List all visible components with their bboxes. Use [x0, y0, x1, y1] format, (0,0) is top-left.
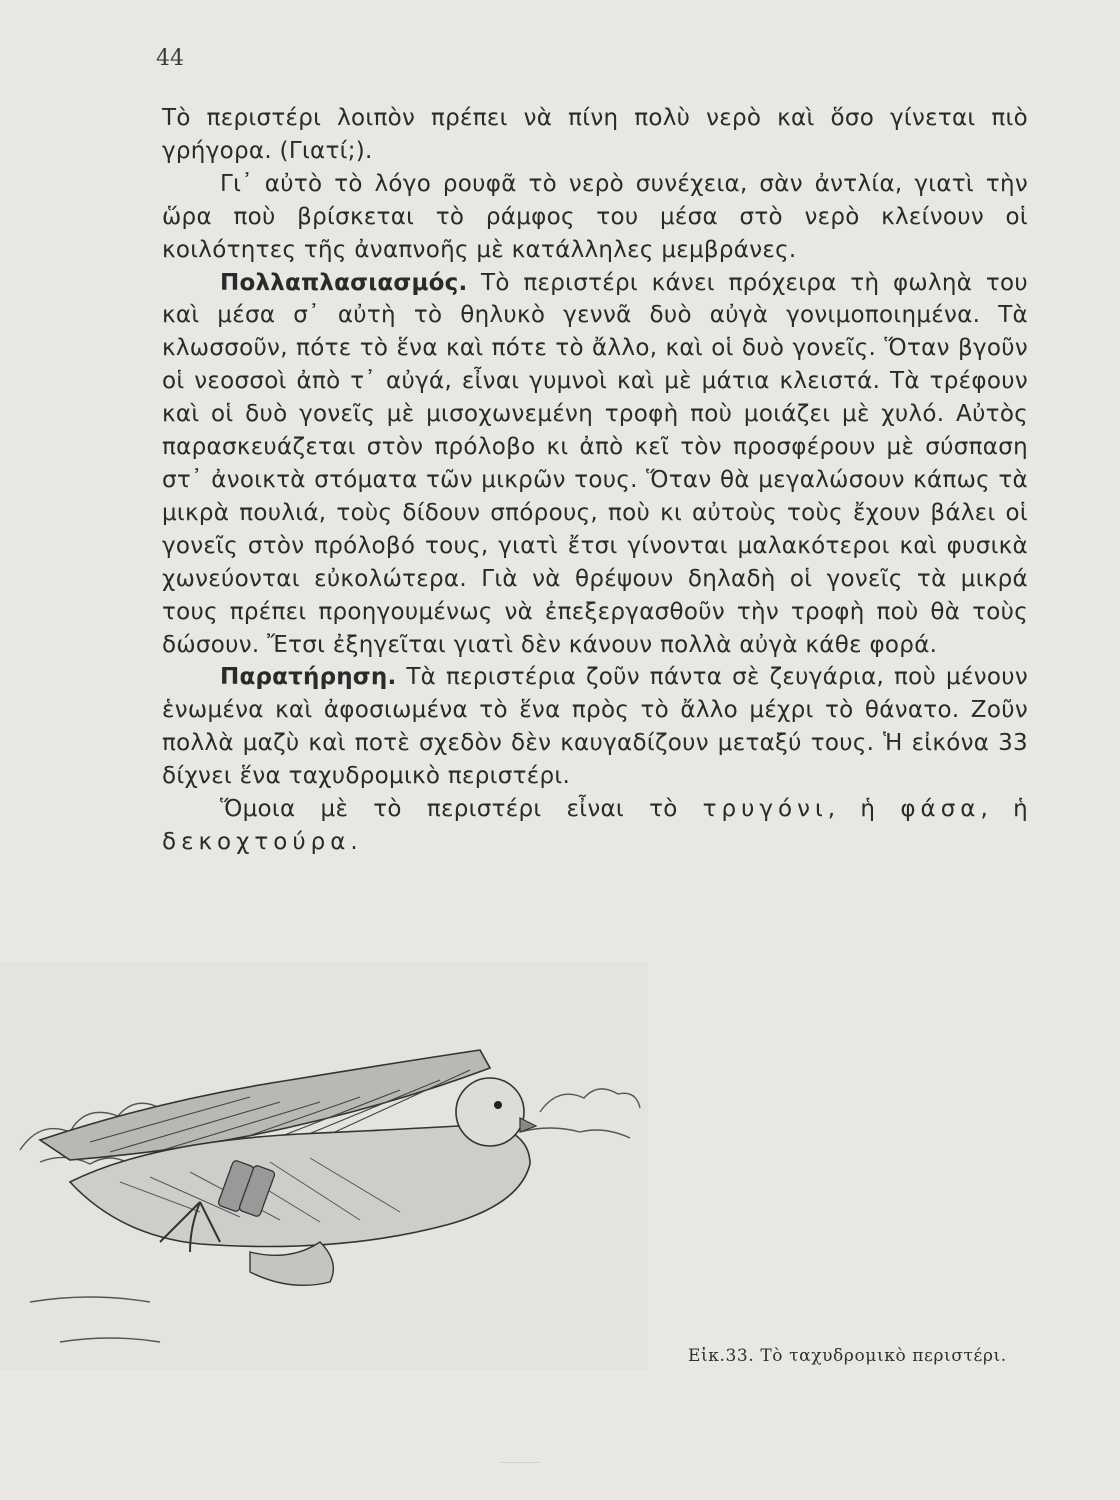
similar-text-mid2: , ἡ [980, 796, 1028, 823]
paragraph-reproduction [162, 267, 1028, 662]
pigeon-illustration [0, 962, 648, 1370]
heading-observation: Παρατήρηση. [220, 664, 397, 691]
paragraph-1: Τὸ περιστέρι λοιπὸν πρέπει νὰ πίνη πολὺ νερὸ καὶ ὅσο γίνεται πιὸ γρήγορα. (Γιατί;). [162, 105, 1028, 164]
paragraph-2: Γι᾽ αὐτὸ τὸ λόγο ρουφᾶ τὸ νερὸ συνέχεια, σὰν ἀντλία, γιατὶ τὴν ὥρα ποὺ βρίσκεται τὸ ράμφος του μέσα στὸ νερὸ κλείνουν οἱ κοιλότητες τῆς ἀναπνοῆς μὲ κατάλληλες μεμβράνες. [162, 170, 1028, 263]
similar-text-start: Ὅμοια μὲ τὸ περιστέρι εἶναι τὸ [220, 796, 703, 823]
figure-caption: Εἰκ.33. Τὸ ταχυδρομικὸ περιστέρι. [688, 1346, 1007, 1366]
bird-name-trygoni: τρυγόνι [702, 796, 828, 823]
paragraph-reproduction-text: Τὸ περιστέρι κάνει πρόχειρα τὴ φωληὰ του καὶ μέσα σ᾽ αὐτὴ τὸ θηλυκὸ γεννᾶ δυὸ αὐγὰ γονιμοποιημένα. Τὰ κλωσσοῦν, πότε τὸ ἕνα καὶ πότε τὸ ἄλλο, καὶ οἱ δυὸ γονεῖς. Ὅταν βγοῦν οἱ νεοσσοὶ ἀπὸ τ᾽ αὐγά, εἶναι γυμνοὶ καὶ μὲ μάτια κλειστά. Τὰ τρέφουν καὶ οἱ δυὸ γονεῖς μὲ μισοχωνεμένη τροφὴ ποὺ μοιάζει μὲ χυλό. Αὐτὸς παρασκευάζεται στὸν πρόλοβο κι ἀπὸ κεῖ τὸν προσφέρουν μὲ σύσπαση στ᾽ ἀνοικτὰ στόματα τῶν μικρῶν τους. Ὅταν θὰ μεγαλώσουν κάπως τὰ μικρὰ πουλιά, τοὺς δίδουν σπόρους, ποὺ κι αὐτοὺς τοὺς ἔχουν βάλει οἱ γονεῖς στὸν πρόλοβό τους, γιατὶ ἔτσι γίνονται μαλακότεροι καὶ φυσικὰ χωνεύονται εὐκολώτερα. Γιὰ νὰ θρέψουν δηλαδὴ οἱ γονεῖς τὰ μικρά τους πρέπει προηγουμένως νὰ ἐπεξεργασθοῦν τὴν τροφὴ ποὺ θὰ τοὺς δώσουν. Ἔτσι ἐξηγεῖται γιατὶ δὲν κάνουν πολλὰ αὐγὰ κάθε φορά. [162, 269, 1028, 658]
pigeon-drawing-icon [0, 962, 648, 1370]
page-number: 44 [156, 46, 184, 71]
paragraph-similar-birds [162, 793, 1028, 859]
similar-text-mid: , ἡ [827, 796, 901, 823]
pigeon-head-icon [456, 1078, 524, 1146]
body-text [162, 102, 1028, 859]
paragraph-observation-text: Τὰ περιστέρια ζοῦν πάντα σὲ ζευγάρια, ποὺ μένουν ἑνωμένα καὶ ἀφοσιωμένα τὸ ἕνα πρὸς τὸ ἄλλο μέχρι τὸ θάνατο. Ζοῦν πολλὰ μαζὺ καὶ ποτὲ σχεδὸν δὲν καυγαδίζουν μεταξύ τους. Ἡ εἰκόνα 33 δίχνει ἕνα ταχυδρομικὸ περιστέρι. [162, 664, 1028, 790]
heading-reproduction: Πολλαπλασιασμός. [220, 269, 468, 296]
paragraph-observation [162, 661, 1028, 793]
bird-name-fasa: φάσα [900, 796, 981, 823]
similar-text-end: . [350, 828, 359, 855]
cloud-right-icon [540, 1089, 640, 1112]
page-mark [500, 1462, 540, 1463]
bird-name-dekochtoura: δεκοχτούρα [162, 828, 351, 855]
